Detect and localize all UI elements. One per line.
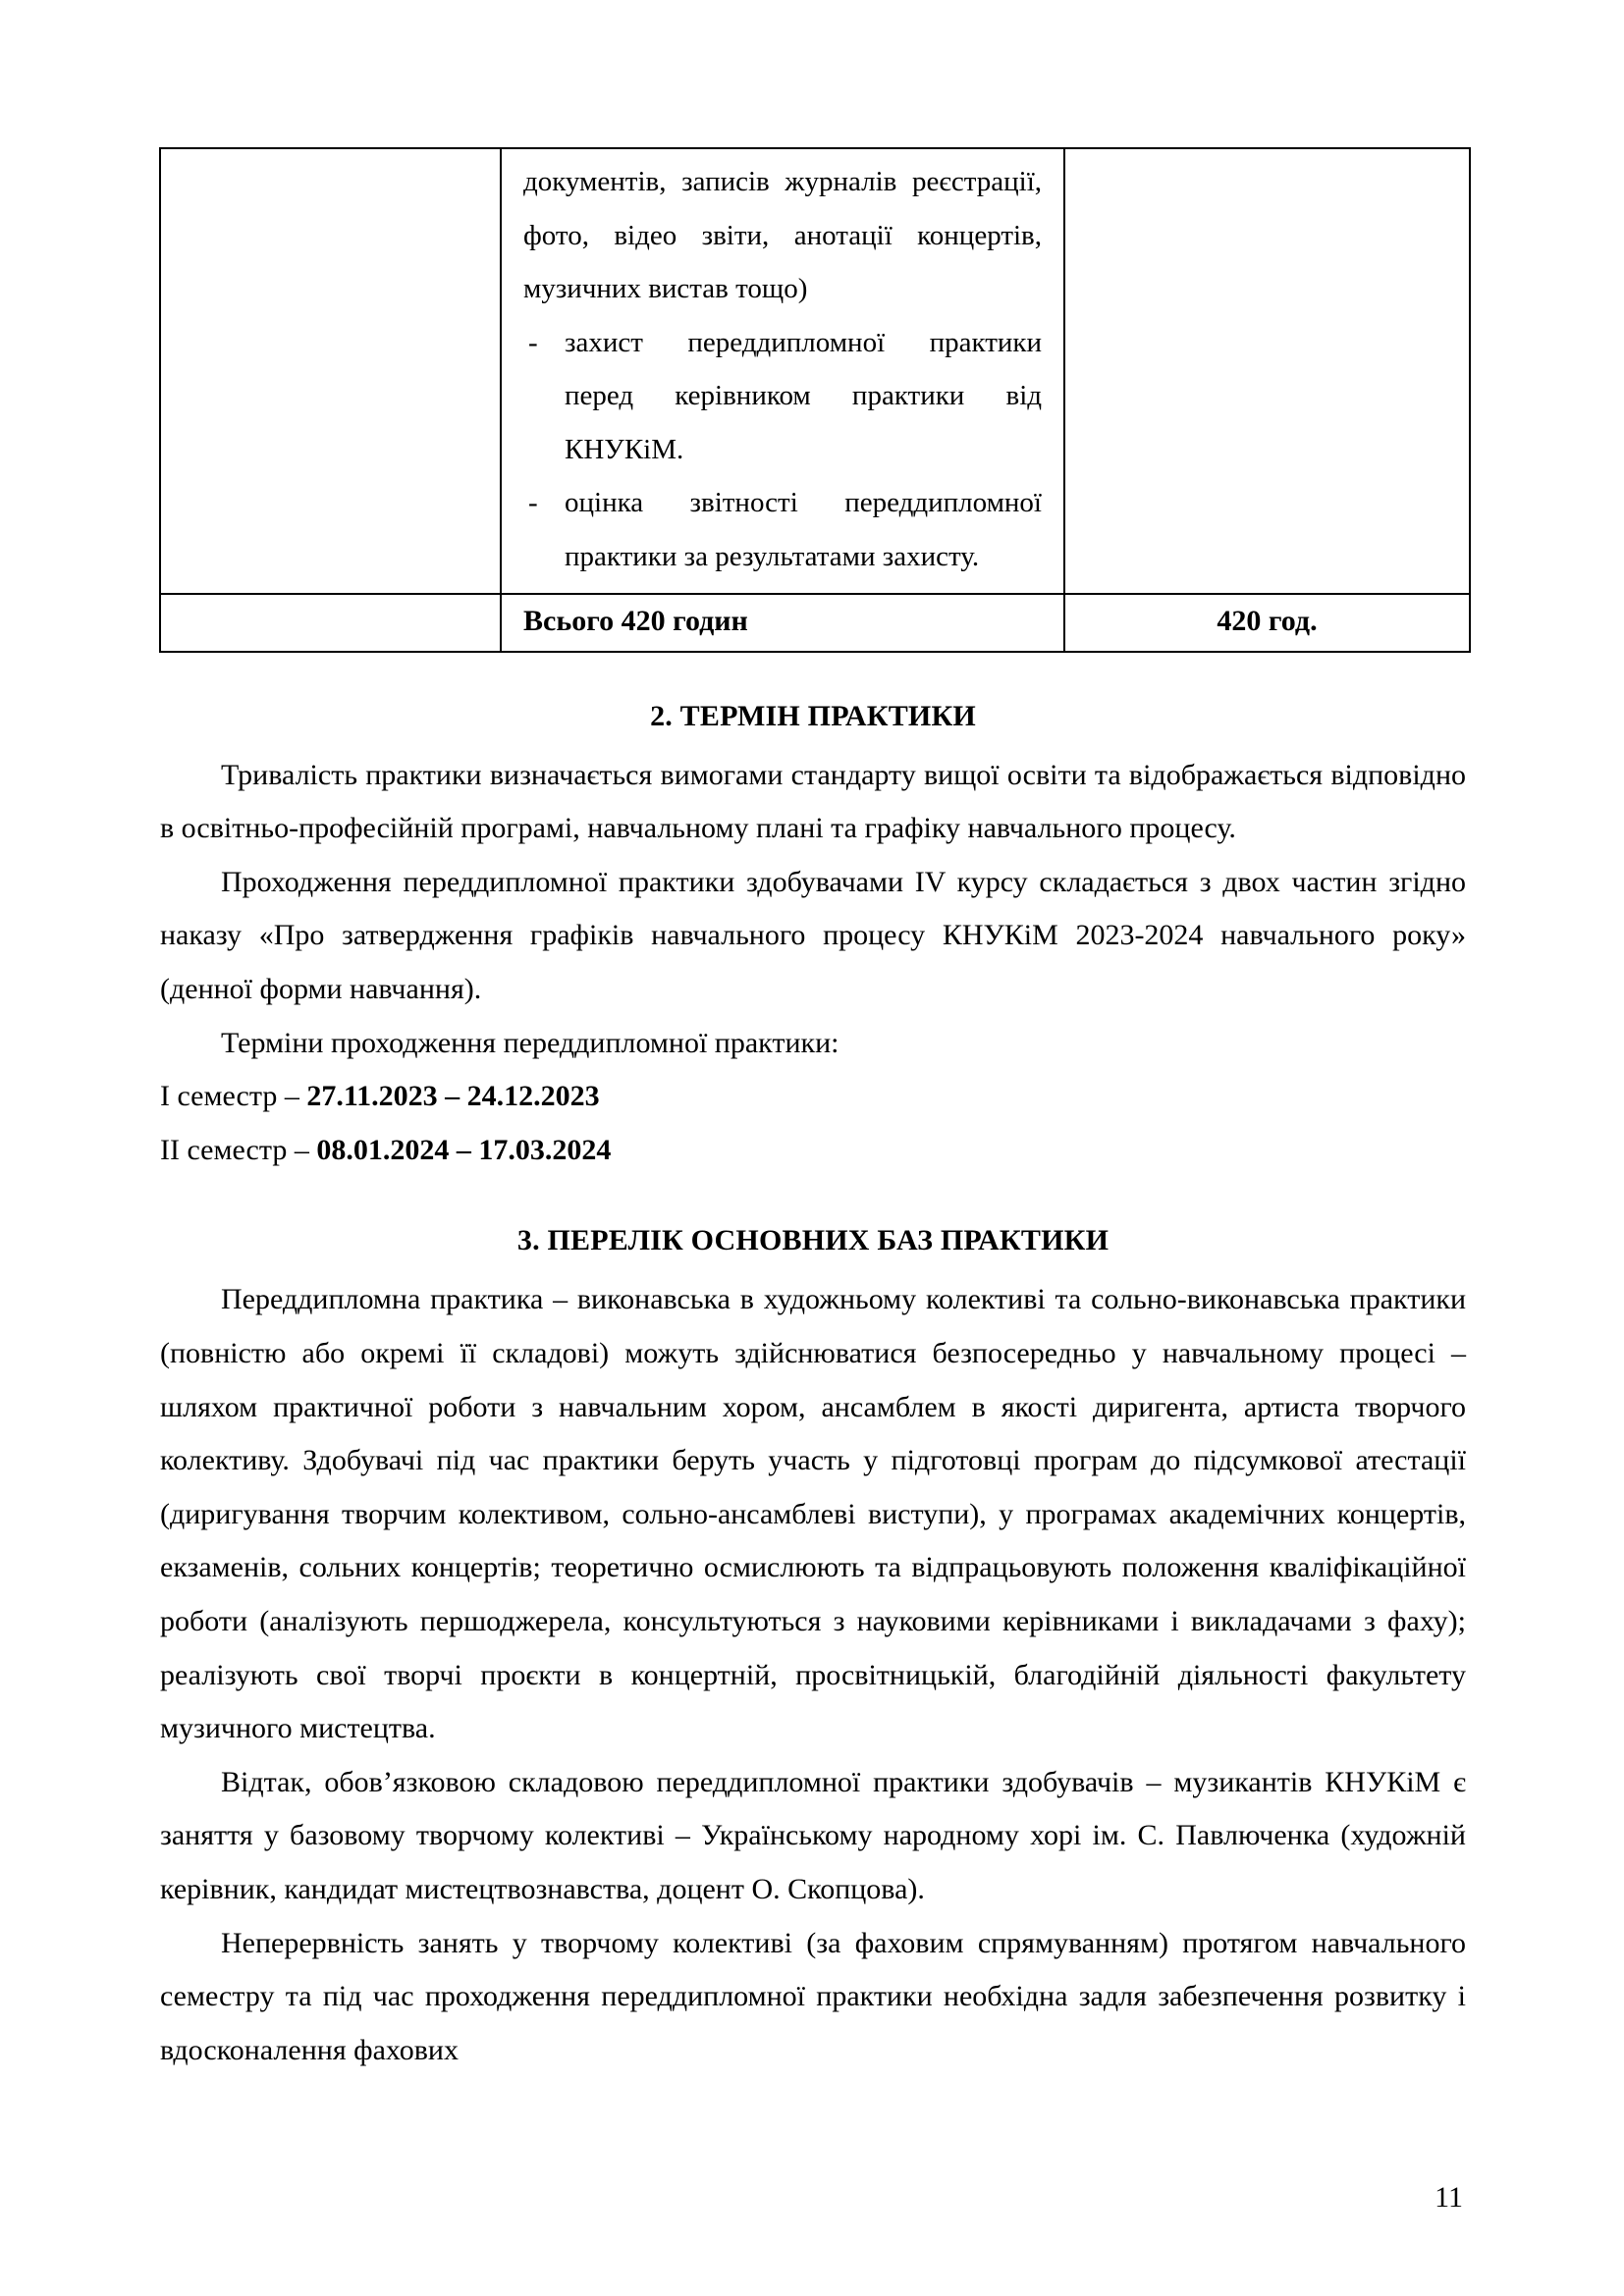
term-semester-1 (160, 1070, 1466, 1124)
section-3-paragraph-2: Відтак, обов’язковою складовою переддипломної практики здобувачів – музикантів КНУКіМ є заняття у базовому творчому колективі – Українському народному хорі ім. С. Павлюченка (художній керівник, кандидат мистецтвознавства, доцент О. Скопцова). (160, 1765, 1466, 1905)
term-semester-1-label: I семестр – (160, 1080, 307, 1113)
table-cell-description (501, 148, 1064, 594)
empty-left-cell-inner (161, 149, 500, 166)
empty-right-cell-inner (1065, 149, 1469, 166)
total-empty-inner (161, 595, 500, 651)
description-bullet-list (523, 316, 1042, 584)
total-hours-value: 420 год. (1217, 605, 1318, 638)
table-row-content (160, 148, 1470, 594)
table-row-total (160, 594, 1470, 652)
table-cell-total-hours (1064, 594, 1470, 652)
section-3-heading: 3. ПЕРЕЛІК ОСНОВНИХ БАЗ ПРАКТИКИ (516, 1224, 1110, 1257)
page-content (160, 147, 1466, 2077)
term-semester-2 (160, 1124, 1466, 1178)
page-number: 11 (1435, 2181, 1463, 2214)
table-cell-total-empty (160, 594, 501, 652)
section-3-paragraph-1: Переддипломна практика – виконавська в художньому колективі та сольно-виконавська практики (повністю або окремі її складові) можуть здійснюватися безпосередньо у навчальному процесі – шляхом практичної роботи з навчальним хором, ансамблем в якості диригента, артиста творчого колективу. Здобувачі під час практики беруть участь у підготовці програм до підсумкової атестації (диригування творчим колективом, сольно-ансамблеві виступи), у програмах академічних концертів, екзаменів, сольних концертів; теоретично осмислюють та відпрацьовують положення кваліфікаційної роботи (аналізують першоджерела, консультуються з науковими керівниками і викладачами з фаху); реалізують свої творчі проєкти в концертній, просвітницькій, благодійній діяльності факультету музичного мистецтва. (160, 1283, 1466, 1745)
description-intro-text: документів, записів журналів реєстрації, фото, відео звіти, анотації концертів, музичних вистав тощо) (523, 166, 1042, 305)
table-cell-total-label (501, 594, 1064, 652)
section-2-paragraph-2: Проходження переддипломної практики здобувачами IV курсу складається з двох частин згідно наказу «Про затвердження графіків навчального процесу КНУКіМ 2023-2024 навчального року» (денної форми навчання). (160, 865, 1466, 1005)
bullet-dash-icon: - (528, 326, 538, 358)
bullet-dash-icon: - (528, 487, 538, 519)
table-cell-empty-left (160, 148, 501, 594)
term-semester-2-value: 08.01.2024 – 17.03.2024 (316, 1133, 612, 1166)
list-item (523, 476, 1042, 583)
term-semester-2-label: II семестр – (160, 1133, 317, 1166)
description-cell-inner (502, 149, 1063, 593)
total-hours-label: Всього 420 годин (523, 605, 748, 638)
section-3-paragraph-3: Неперервність занять у творчому колективі (за фаховим спрямуванням) протягом навчального семестру та під час проходження переддипломної практики необхідна задля забезпечення розвитку і вдосконалення фахових (160, 1926, 1466, 2066)
term-semester-1-value: 27.11.2023 – 24.12.2023 (306, 1080, 600, 1113)
section-2-heading: 2. ТЕРМІН ПРАКТИКИ (650, 699, 976, 732)
table-cell-empty-right (1064, 148, 1470, 594)
section-2-paragraph-3: Терміни проходження переддипломної практики: (221, 1026, 839, 1059)
practice-hours-table (159, 147, 1471, 653)
section-2-paragraph-1: Тривалість практики визначається вимогами стандарту вищої освіти та відображається відповідно в освітньо-професійній програмі, навчальному плані та графіку навчального процесу. (160, 758, 1466, 845)
bullet-text: оцінка звітності переддипломної практики за результатами захисту. (565, 487, 1042, 572)
list-item (523, 316, 1042, 477)
bullet-text: захист переддипломної практики перед керівником практики від КНУКіМ. (565, 326, 1042, 465)
